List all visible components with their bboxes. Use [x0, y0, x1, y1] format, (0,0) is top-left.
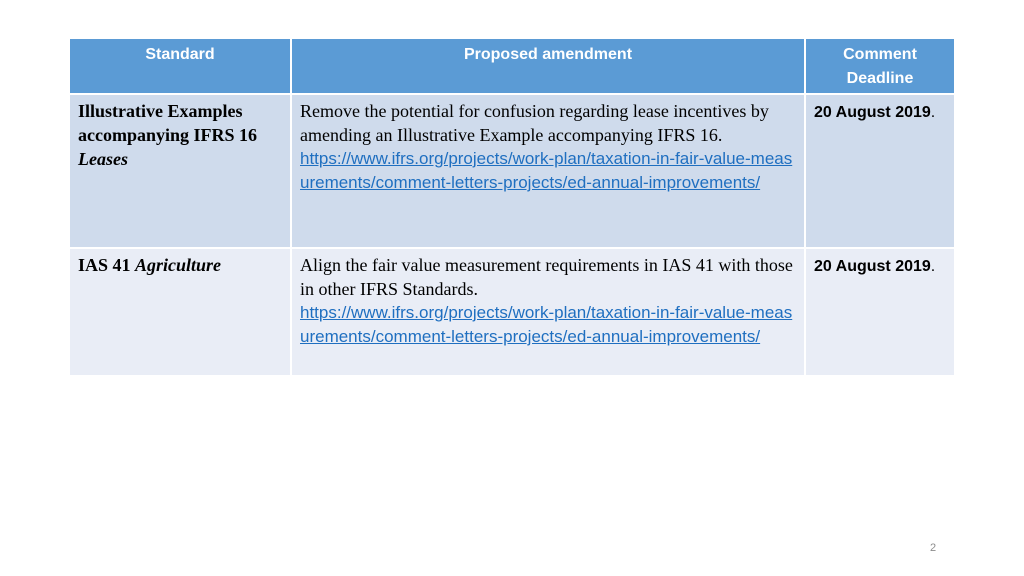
amendments-table — [70, 39, 954, 377]
header-proposed-amendment: Proposed amendment — [291, 39, 805, 94]
standard-name-italic: Leases — [78, 149, 128, 169]
project-link[interactable]: https://www.ifrs.org/projects/work-plan/taxation-in-fair-value-measurements/comment-letters-projects/ed-annual-improvements/ — [300, 149, 793, 192]
amendment-description: Align the fair value measurement requirements in IAS 41 with those in other IFRS Standards. — [300, 255, 793, 299]
standard-name: IAS 41 Agriculture — [78, 255, 222, 275]
deadline-date: 20 August 2019. — [814, 104, 936, 121]
table-header-row — [70, 39, 954, 94]
standard-name-italic: Agriculture — [135, 255, 222, 275]
header-standard: Standard — [70, 39, 291, 94]
amendment-cell — [291, 94, 805, 248]
amendment-cell — [291, 248, 805, 376]
header-comment-deadline: Comment Deadline — [805, 39, 954, 94]
page-number: 2 — [930, 542, 937, 554]
deadline-cell — [805, 248, 954, 376]
deadline-cell — [805, 94, 954, 248]
standard-cell — [70, 248, 291, 376]
amendment-description: Remove the potential for confusion regarding lease incentives by amending an Illustrative Example accompanying IFRS 16. — [300, 101, 769, 145]
deadline-date: 20 August 2019. — [814, 258, 936, 275]
table-row — [70, 94, 954, 248]
standard-cell — [70, 94, 291, 248]
table-row — [70, 248, 954, 376]
project-link[interactable]: https://www.ifrs.org/projects/work-plan/taxation-in-fair-value-measurements/comment-letters-projects/ed-annual-improvements/ — [300, 303, 793, 346]
standard-name: Illustrative Examples accompanying IFRS 16 Leases — [78, 101, 258, 169]
